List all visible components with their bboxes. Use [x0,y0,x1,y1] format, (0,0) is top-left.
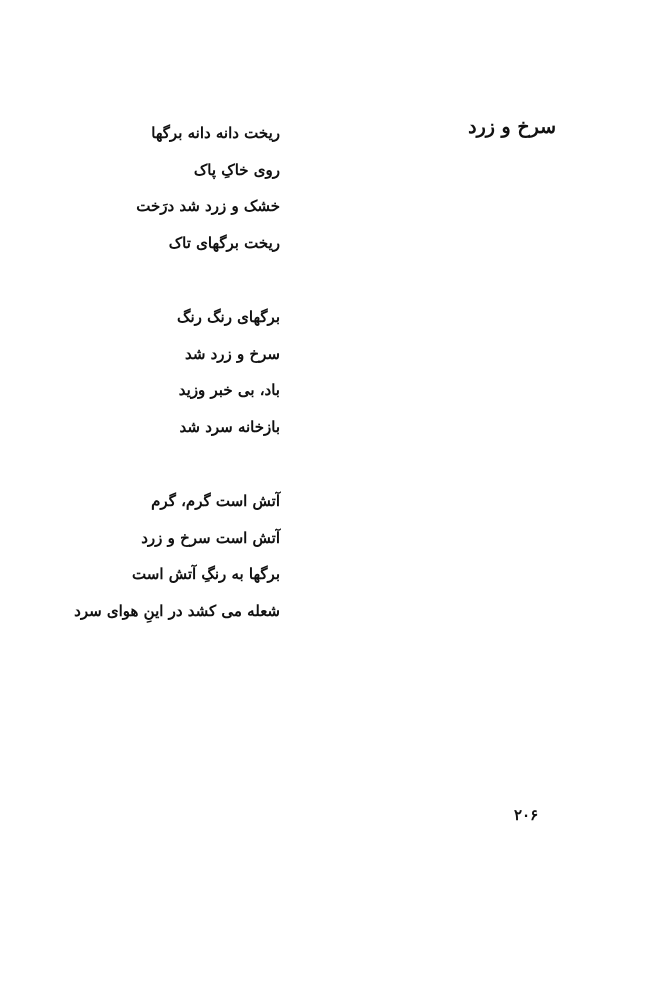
stanza-2 [70,299,280,445]
poem-line: خشک و زرد شد درَخت [136,197,280,215]
poem-line: برگهای رنگ رنگ [177,308,280,326]
poem-line: شعله می کشد در اینِ هوای سرد [74,601,280,620]
poem-line: ریخت برگهای تاک [168,233,280,252]
poem-line: باد، بی خبر وزید [178,381,280,399]
poem-line: روی خاکِ پاک [193,160,280,179]
poem-line: ریخت دانه دانه برگها [151,124,280,142]
stanza-1 [70,115,280,261]
poem-line: سرخ و زرد شد [184,344,280,363]
poem-line: آتش است گرم، گرم [151,492,280,510]
poem-line: آتش است سرخ و زرد [141,528,280,547]
poem-title: سرخ و زرد [468,116,556,138]
stanza-3 [70,483,280,629]
poem-line: برگها به رنگِ آتش است [132,565,280,583]
poem-line: بازخانه سرد شد [179,417,280,436]
page-number: ۲۰۶ [514,806,539,824]
poem-body [70,115,280,667]
